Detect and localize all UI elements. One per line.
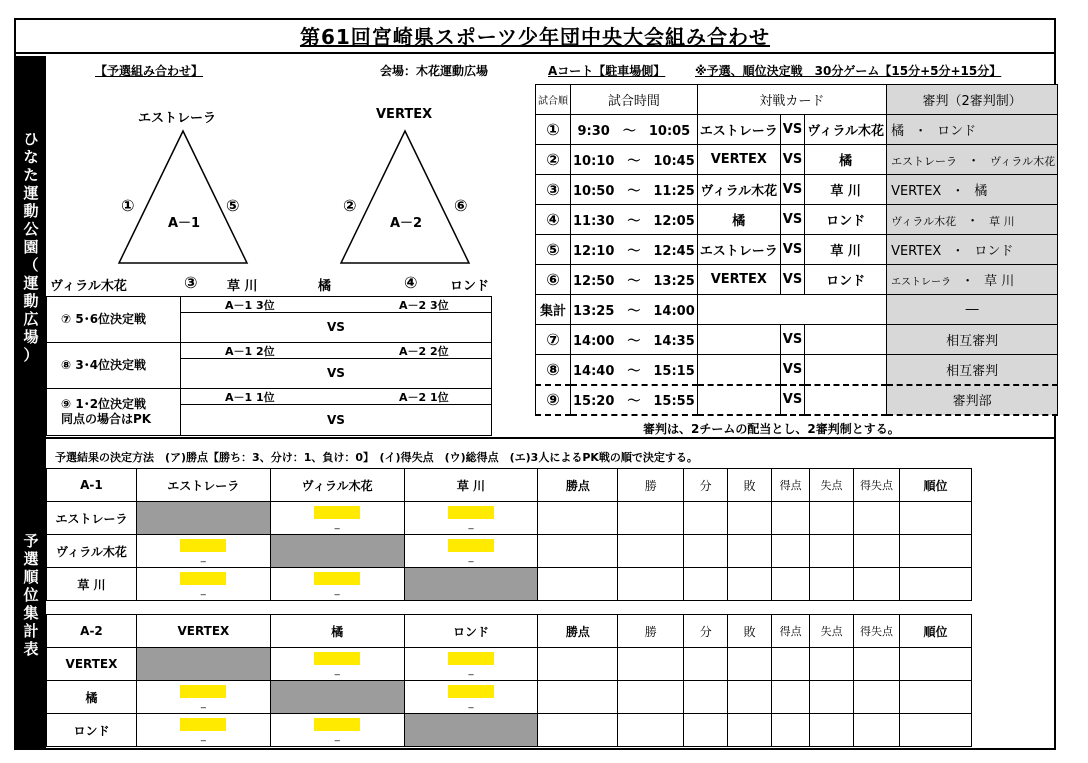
schedule-row — [536, 205, 1058, 235]
match-time: 12:50 ～ 13:25 — [571, 265, 698, 295]
side-char: た — [23, 165, 39, 184]
stat-cell — [772, 502, 810, 535]
referee-cell — [887, 235, 1058, 265]
header-order: 試合順 — [536, 85, 571, 115]
score-highlight[interactable] — [180, 572, 226, 585]
group1-right-team: 草 川 — [227, 279, 258, 294]
result-cell — [404, 681, 538, 714]
self-match-cell — [136, 502, 270, 535]
match-number: ⑥ — [536, 265, 571, 295]
side-char: 位 — [23, 585, 39, 604]
match-number: ⑤ — [536, 235, 571, 265]
schedule-row — [536, 175, 1058, 205]
stat-cell — [810, 714, 854, 747]
referee-cell — [887, 145, 1058, 175]
team-a: エストレーラ — [697, 115, 780, 145]
side-char: 公 — [23, 219, 39, 238]
section-divider — [14, 437, 1056, 439]
group-label: A-2 — [47, 615, 137, 648]
match-number: ③ — [536, 175, 571, 205]
result-cell — [270, 648, 404, 681]
stat-cell — [538, 502, 618, 535]
team-b — [805, 385, 887, 415]
side-label-standings — [16, 439, 46, 750]
side-char: 計 — [23, 621, 39, 640]
referee-2: 橘 — [974, 184, 988, 199]
score-highlight[interactable] — [448, 506, 494, 519]
stat-cell — [854, 681, 900, 714]
stat-header: 得失点 — [854, 469, 900, 502]
stat-header: 勝 — [618, 469, 684, 502]
match-number: ① — [536, 115, 571, 145]
team-b: 草 川 — [805, 235, 887, 265]
team-column-header: VERTEX — [136, 615, 270, 648]
referee-separator: ・ — [951, 244, 965, 259]
match-time: 14:40 ～ 15:15 — [571, 355, 698, 385]
side-char: 運 — [23, 183, 39, 202]
stat-header: 失点 — [810, 469, 854, 502]
stat-cell — [854, 502, 900, 535]
stat-header: 勝点 — [538, 469, 618, 502]
header-referee: 審判（2審判制） — [887, 85, 1058, 115]
referee-1: VERTEX — [891, 244, 942, 259]
row-team-name: ロンド — [47, 714, 137, 747]
referee-2: 草 川 — [989, 215, 1015, 228]
result-cell — [270, 714, 404, 747]
standings-header — [47, 469, 972, 502]
team-a — [697, 355, 780, 385]
stat-cell — [772, 714, 810, 747]
team-a: 橘 — [697, 205, 780, 235]
match-number: ② — [536, 145, 571, 175]
group2-match-right: ⑥ — [454, 196, 468, 215]
group1-top-team: エストレーラ — [138, 111, 217, 126]
score-highlight[interactable] — [314, 572, 360, 585]
group2-match-bottom: ④ — [404, 273, 418, 292]
stat-header: 順位 — [899, 469, 971, 502]
group1-name: A－1 — [168, 216, 201, 231]
row-team-name: 橘 — [47, 681, 137, 714]
schedule-row-final — [536, 325, 1058, 355]
team-a — [697, 325, 780, 355]
score-highlight[interactable] — [180, 539, 226, 552]
result-cell — [404, 535, 538, 568]
stat-cell — [538, 535, 618, 568]
vs-label: VS — [780, 385, 804, 415]
stat-cell — [684, 502, 728, 535]
game-rule: ※予選、順位決定戦 30分ゲーム【15分+5分+15分】 — [695, 64, 1002, 78]
placement-divider — [181, 312, 491, 313]
stat-header: 得失点 — [854, 615, 900, 648]
header-card: 対戦カード — [697, 85, 886, 115]
match-number: 集計 — [536, 295, 571, 325]
referee-1: VERTEX — [891, 184, 942, 199]
side-char: 運 — [23, 273, 39, 292]
stat-cell — [899, 568, 971, 601]
placement-1-2 — [46, 388, 492, 436]
stat-cell — [854, 648, 900, 681]
stat-header: 得点 — [772, 469, 810, 502]
match-time: 10:50 ～ 11:25 — [571, 175, 698, 205]
referee-cell — [887, 265, 1058, 295]
referee-separator: ・ — [966, 214, 980, 229]
vs-label: VS — [780, 265, 804, 295]
placement-team-a: A－1 1位 — [225, 391, 275, 404]
prelim-heading: 【予選組み合わせ】 — [95, 64, 204, 78]
score-highlight[interactable] — [448, 539, 494, 552]
stat-cell — [810, 502, 854, 535]
stat-cell — [772, 535, 810, 568]
vs-label: VS — [780, 115, 804, 145]
team-column-header: 橘 — [270, 615, 404, 648]
side-char: 動 — [23, 291, 39, 310]
match-number: ⑧ — [536, 355, 571, 385]
placement-vs: VS — [327, 320, 345, 334]
match-number: ⑦ — [536, 325, 571, 355]
team-b: 橘 — [805, 145, 887, 175]
stat-cell — [900, 681, 972, 714]
group2-right-team: ロンド — [450, 279, 490, 294]
score-highlight[interactable] — [314, 718, 360, 731]
placement-label: ⑨ 1･2位決定戦 同点の場合はPK — [47, 389, 181, 435]
score-dash: _ — [200, 731, 206, 742]
placement-vs: VS — [327, 413, 345, 427]
stat-cell — [772, 681, 810, 714]
stat-cell — [618, 648, 684, 681]
stat-cell — [728, 535, 772, 568]
team-a — [697, 385, 780, 415]
team-column-header: ロンド — [404, 615, 538, 648]
score-dash: _ — [200, 585, 206, 596]
page-title: 第61回宮崎県スポーツ少年団中央大会組み合わせ — [299, 24, 771, 49]
empty-card — [697, 295, 886, 325]
score-highlight[interactable] — [448, 652, 494, 665]
side-char: 動 — [23, 201, 39, 220]
stat-cell — [684, 714, 728, 747]
title-bar — [14, 18, 1056, 54]
stat-cell — [772, 648, 810, 681]
stat-header: 敗 — [728, 615, 772, 648]
team-b: ヴィラル木花 — [805, 115, 887, 145]
result-cell — [270, 568, 404, 601]
side-char: （ — [23, 255, 39, 274]
placement-divider — [181, 404, 491, 405]
referee-separator: ・ — [967, 154, 981, 169]
stat-cell — [728, 502, 772, 535]
referee-2: ロンド — [937, 124, 977, 139]
self-match-cell — [404, 568, 538, 601]
result-cell — [404, 502, 538, 535]
placement-label: ⑧ 3･4位決定戦 — [47, 343, 181, 388]
referee-cell — [887, 115, 1058, 145]
match-time: 10:10 ～ 10:45 — [571, 145, 698, 175]
match-time: 11:30 ～ 12:05 — [571, 205, 698, 235]
side-char: 表 — [23, 639, 39, 658]
stat-cell — [684, 568, 728, 601]
result-cell — [136, 714, 270, 747]
self-match-cell — [270, 681, 404, 714]
standings-row — [47, 648, 972, 681]
referee-1: エストレーラ — [891, 277, 952, 288]
team-column-header: ヴィラル木花 — [270, 469, 404, 502]
score-dash: _ — [468, 698, 474, 709]
vs-label: VS — [780, 175, 804, 205]
group1-match-right: ⑤ — [226, 196, 240, 215]
stat-cell — [728, 568, 772, 601]
side-char: 広 — [23, 309, 39, 328]
referee-1: 橘 — [891, 124, 905, 139]
stat-cell — [538, 681, 618, 714]
standings-table-a-1 — [46, 468, 972, 601]
score-dash: _ — [468, 665, 474, 676]
score-dash: _ — [334, 585, 340, 596]
group2-left-team: 橘 — [318, 279, 332, 294]
stat-cell — [900, 714, 972, 747]
schedule-table — [535, 84, 1058, 416]
stat-cell — [684, 535, 728, 568]
schedule-row — [536, 235, 1058, 265]
stat-header: 分 — [684, 469, 728, 502]
referee-cell: ― — [887, 295, 1058, 325]
team-column-header: 草 川 — [404, 469, 538, 502]
referee-cell: 相互審判 — [887, 355, 1058, 385]
team-a: エストレーラ — [697, 235, 780, 265]
referee-separator: ・ — [951, 184, 965, 199]
team-column-header: エストレーラ — [136, 469, 270, 502]
stat-cell — [618, 714, 684, 747]
stat-header: 分 — [684, 615, 728, 648]
placement-3-4 — [46, 342, 492, 389]
stat-cell — [684, 648, 728, 681]
stat-cell — [728, 714, 772, 747]
schedule-row-final — [536, 385, 1058, 415]
stat-cell — [538, 568, 618, 601]
score-dash: _ — [334, 665, 340, 676]
match-time: 13:25 ～ 14:00 — [571, 295, 698, 325]
schedule-row-total — [536, 295, 1058, 325]
score-dash: _ — [334, 731, 340, 742]
referee-separator: ・ — [914, 124, 928, 139]
score-dash: _ — [468, 519, 474, 530]
referee-2: ヴィラル木花 — [990, 155, 1056, 168]
row-team-name: 草 川 — [47, 568, 137, 601]
placement-team-b: A－2 1位 — [399, 391, 449, 404]
score-highlight[interactable] — [314, 506, 360, 519]
team-a: ヴィラル木花 — [697, 175, 780, 205]
group-label: A-1 — [47, 469, 137, 502]
standings-table-a-2 — [46, 614, 972, 747]
placement-5-6 — [46, 296, 492, 343]
side-char: 園 — [23, 237, 39, 256]
score-dash: _ — [200, 698, 206, 709]
schedule-row — [536, 115, 1058, 145]
schedule-row-final — [536, 355, 1058, 385]
side-char: 場 — [23, 327, 39, 346]
stat-cell — [810, 681, 854, 714]
row-team-name: VERTEX — [47, 648, 137, 681]
match-time: 9:30 ～ 10:05 — [571, 115, 698, 145]
stat-cell — [810, 568, 854, 601]
stat-cell — [899, 535, 971, 568]
stat-header: 勝 — [618, 615, 684, 648]
score-dash: _ — [468, 552, 474, 563]
standings-header — [47, 615, 972, 648]
side-char: 順 — [23, 567, 39, 586]
score-dash: _ — [200, 552, 206, 563]
stat-header: 順位 — [900, 615, 972, 648]
stat-cell — [728, 681, 772, 714]
vs-label: VS — [780, 205, 804, 235]
result-cell — [404, 648, 538, 681]
stat-cell — [900, 648, 972, 681]
row-team-name: エストレーラ — [47, 502, 137, 535]
venue-label: 会場：木花運動広場 — [380, 64, 489, 78]
match-time: 12:10 ～ 12:45 — [571, 235, 698, 265]
stat-cell — [618, 681, 684, 714]
referee-1: エストレーラ — [891, 155, 958, 168]
stat-header: 得点 — [772, 615, 810, 648]
group1-match-bottom: ③ — [184, 273, 198, 292]
placement-vs: VS — [327, 366, 345, 380]
stat-cell — [684, 681, 728, 714]
group2-top-team: VERTEX — [376, 107, 433, 122]
referee-cell: 審判部 — [887, 385, 1058, 415]
placement-team-a: A－1 2位 — [225, 345, 275, 358]
score-dash: _ — [334, 519, 340, 530]
rule-text: 予選結果の決定方法 (ア)勝点【勝ち：3、分け：1、負け：0】 (イ)得失点 (ウ)総得点 (エ)3人によるPK戦の順で決定する。 — [55, 451, 698, 464]
referee-cell — [887, 205, 1058, 235]
side-char: ） — [23, 345, 39, 364]
side-label-venue — [16, 56, 46, 437]
score-highlight[interactable] — [180, 718, 226, 731]
stat-cell — [854, 535, 900, 568]
match-number: ④ — [536, 205, 571, 235]
vs-label: VS — [780, 145, 804, 175]
vs-label: VS — [780, 355, 804, 385]
result-cell — [270, 502, 404, 535]
stat-cell — [899, 502, 971, 535]
group2-match-left: ② — [343, 196, 357, 215]
team-a: VERTEX — [697, 145, 780, 175]
placement-divider — [181, 358, 491, 359]
referee-1: ヴィラル木花 — [891, 215, 957, 228]
side-char: ひ — [23, 129, 39, 148]
stat-cell — [810, 648, 854, 681]
score-highlight[interactable] — [314, 652, 360, 665]
referee-separator: ・ — [961, 274, 975, 289]
placement-team-b: A－2 3位 — [399, 299, 449, 312]
standings-row — [47, 681, 972, 714]
stat-cell — [854, 714, 900, 747]
side-char: 選 — [23, 549, 39, 568]
referee-note: 審判は、2チームの配当とし、2審判制とする。 — [643, 422, 900, 436]
side-char: な — [23, 147, 39, 166]
group1-match-left: ① — [121, 196, 135, 215]
score-highlight[interactable] — [448, 685, 494, 698]
stat-cell — [538, 648, 618, 681]
court-label: Aコート【駐車場側】 — [548, 64, 666, 78]
result-cell — [136, 681, 270, 714]
schedule-header — [536, 85, 1058, 115]
placement-team-b: A－2 2位 — [399, 345, 449, 358]
referee-2: 草 川 — [984, 274, 1015, 289]
schedule-row — [536, 265, 1058, 295]
match-number: ⑨ — [536, 385, 571, 415]
standings-row — [47, 568, 972, 601]
side-char: 集 — [23, 603, 39, 622]
self-match-cell — [404, 714, 538, 747]
match-time: 14:00 ～ 14:35 — [571, 325, 698, 355]
team-b — [805, 325, 887, 355]
result-cell — [136, 568, 270, 601]
stat-header: 勝点 — [538, 615, 618, 648]
placement-team-a: A－1 3位 — [225, 299, 275, 312]
team-b: 草 川 — [805, 175, 887, 205]
team-b: ロンド — [805, 265, 887, 295]
stat-header: 失点 — [810, 615, 854, 648]
stat-cell — [810, 535, 854, 568]
group1-left-team: ヴィラル木花 — [50, 279, 127, 294]
standings-row — [47, 502, 972, 535]
header-time: 試合時間 — [571, 85, 698, 115]
vs-label: VS — [780, 235, 804, 265]
vs-label: VS — [780, 325, 804, 355]
score-highlight[interactable] — [180, 685, 226, 698]
team-a: VERTEX — [697, 265, 780, 295]
referee-cell: 相互審判 — [887, 325, 1058, 355]
self-match-cell — [136, 648, 270, 681]
side-char: 予 — [23, 531, 39, 550]
stat-header: 敗 — [728, 469, 772, 502]
placement-label: ⑦ 5･6位決定戦 — [47, 297, 181, 342]
standings-row — [47, 714, 972, 747]
group2-name: A－2 — [390, 216, 423, 231]
standings-row — [47, 535, 972, 568]
schedule-row — [536, 145, 1058, 175]
stat-cell — [772, 568, 810, 601]
result-cell — [136, 535, 270, 568]
stat-cell — [538, 714, 618, 747]
stat-cell — [728, 648, 772, 681]
self-match-cell — [270, 535, 404, 568]
team-b — [805, 355, 887, 385]
stat-cell — [618, 535, 684, 568]
team-b: ロンド — [805, 205, 887, 235]
match-time: 15:20 ～ 15:55 — [571, 385, 698, 415]
referee-2: ロンド — [974, 244, 1014, 259]
stat-cell — [854, 568, 900, 601]
stat-cell — [618, 568, 684, 601]
referee-cell — [887, 175, 1058, 205]
row-team-name: ヴィラル木花 — [47, 535, 137, 568]
stat-cell — [618, 502, 684, 535]
